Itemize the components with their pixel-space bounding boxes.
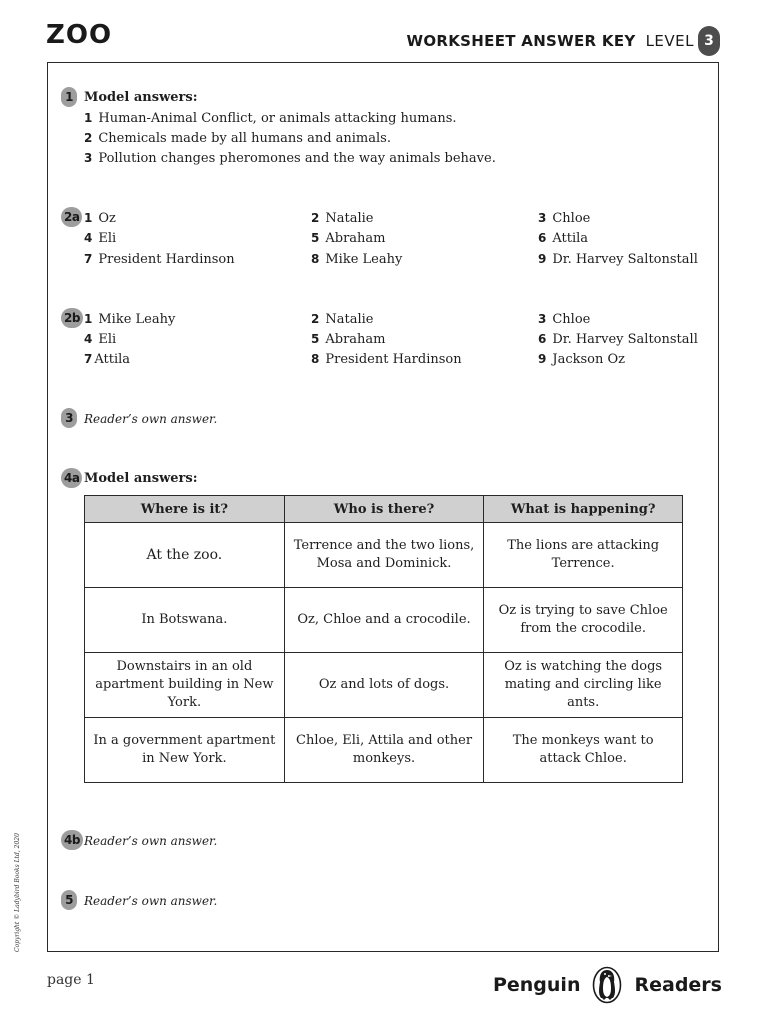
q2a-item: [84, 251, 235, 268]
item-number: 7: [84, 352, 93, 366]
q2b-item: [311, 331, 385, 348]
item-number: 8: [311, 352, 320, 366]
q2b-item: [538, 331, 698, 348]
question-5-badge: 5: [61, 890, 77, 910]
item-number: 4: [84, 332, 93, 346]
table-row: [85, 523, 683, 588]
brand-logo: [493, 966, 722, 1004]
table-cell: Chloe, Eli, Attila and other monkeys.: [284, 718, 484, 783]
q1-item: [84, 150, 496, 167]
q1-item: [84, 110, 457, 127]
item-number: 5: [311, 332, 320, 346]
q2a-item: [311, 251, 402, 268]
item-number: 2: [84, 131, 93, 145]
item-number: 1: [84, 111, 93, 125]
q2a-item: [84, 210, 116, 227]
item-number: 3: [538, 211, 547, 225]
item-text: Abraham: [325, 231, 386, 246]
item-number: 3: [84, 151, 93, 165]
item-number: 1: [84, 211, 93, 225]
worksheet-label: WORKSHEET ANSWER KEY: [406, 32, 636, 50]
item-text: Pollution changes pheromones and the way animals behave.: [98, 151, 496, 166]
penguin-logo-icon: [592, 966, 622, 1004]
q2a-item: [84, 230, 116, 247]
item-number: 3: [538, 312, 547, 326]
q2b-item: [538, 311, 590, 328]
brand-readers-text: Readers: [634, 974, 722, 996]
brand-penguin-text: Penguin: [492, 974, 581, 996]
item-text: Attila: [552, 231, 589, 246]
item-number: 8: [311, 252, 320, 266]
table-cell: Terrence and the two lions, Mosa and Dominick.: [284, 523, 484, 588]
table-cell: At the zoo.: [85, 523, 285, 588]
q2a-item: [311, 210, 373, 227]
table-header-row: [85, 496, 683, 523]
table-cell: The lions are attacking Terrence.: [484, 523, 683, 588]
question-2b-badge: 2b: [61, 308, 83, 328]
document-title: ZOO: [46, 20, 113, 50]
column-header: Where is it?: [85, 496, 285, 523]
item-text: Mike Leahy: [325, 252, 403, 267]
item-text: Human-Animal Conflict, or animals attacking humans.: [98, 111, 457, 126]
table-row: [85, 653, 683, 718]
item-number: 4: [84, 231, 93, 245]
q2b-item: [311, 351, 462, 368]
q2b-item: [84, 331, 116, 348]
column-header: Who is there?: [284, 496, 484, 523]
item-text: Dr. Harvey Saltonstall: [552, 252, 698, 267]
item-text: Natalie: [325, 211, 374, 226]
q1-heading: Model answers:: [84, 90, 198, 105]
item-text: Chloe: [552, 312, 591, 327]
question-4a-badge: 4a: [61, 468, 82, 488]
item-text: Abraham: [325, 332, 386, 347]
item-text: Chloe: [552, 211, 591, 226]
table-cell: Oz is trying to save Chloe from the crocodile.: [484, 588, 683, 653]
question-4b-badge: 4b: [61, 830, 83, 850]
item-number: 6: [538, 332, 547, 346]
header-right: [407, 26, 720, 56]
question-1-badge: 1: [61, 87, 77, 107]
answer-table: [84, 495, 683, 783]
level-number-badge: 3: [698, 26, 720, 56]
item-text: Eli: [98, 332, 117, 347]
item-number: 7: [84, 252, 93, 266]
table-cell: Oz, Chloe and a crocodile.: [284, 588, 484, 653]
question-2a-badge: 2a: [61, 207, 82, 227]
table-cell: Downstairs in an old apartment building in New York.: [85, 653, 285, 718]
q2a-item: [538, 251, 698, 268]
item-number: 2: [311, 211, 320, 225]
q3-answer: Reader’s own answer.: [84, 412, 218, 426]
q2b-item: [538, 351, 625, 368]
question-3-badge: 3: [61, 408, 77, 428]
q2b-item: [311, 311, 373, 328]
item-text: Attila: [94, 352, 131, 367]
q1-item: [84, 130, 391, 147]
item-number: 9: [538, 352, 547, 366]
q2a-item: [538, 230, 588, 247]
table-cell: The monkeys want to attack Chloe.: [484, 718, 683, 783]
table-cell: In a government apartment in New York.: [85, 718, 285, 783]
item-number: 6: [538, 231, 547, 245]
item-number: 9: [538, 252, 547, 266]
q2b-item: [84, 351, 130, 368]
q2b-item: [84, 311, 175, 328]
page-number: page 1: [47, 972, 95, 988]
item-text: Mike Leahy: [98, 312, 176, 327]
item-text: Natalie: [325, 312, 374, 327]
table-cell: Oz is watching the dogs mating and circling like ants.: [484, 653, 683, 718]
table-row: [85, 718, 683, 783]
table-cell: Oz and lots of dogs.: [284, 653, 484, 718]
copyright-notice: Copyright © Ladybird Books Ltd, 2020: [14, 833, 21, 952]
item-number: 2: [311, 312, 320, 326]
q2a-item: [538, 210, 590, 227]
column-header: What is happening?: [484, 496, 683, 523]
q2a-item: [311, 230, 385, 247]
q4a-heading: Model answers:: [84, 471, 198, 486]
item-number: 1: [84, 312, 93, 326]
item-text: Dr. Harvey Saltonstall: [552, 332, 698, 347]
item-text: Eli: [98, 231, 117, 246]
table-cell: In Botswana.: [85, 588, 285, 653]
item-text: Jackson Oz: [552, 352, 625, 367]
table-row: [85, 588, 683, 653]
item-number: 5: [311, 231, 320, 245]
q5-answer: Reader’s own answer.: [84, 894, 218, 908]
item-text: President Hardinson: [325, 352, 462, 367]
item-text: Oz: [98, 211, 116, 226]
item-text: President Hardinson: [98, 252, 235, 267]
level-label: LEVEL: [645, 32, 694, 50]
item-text: Chemicals made by all humans and animals.: [98, 131, 391, 146]
q4b-answer: Reader’s own answer.: [84, 834, 218, 848]
